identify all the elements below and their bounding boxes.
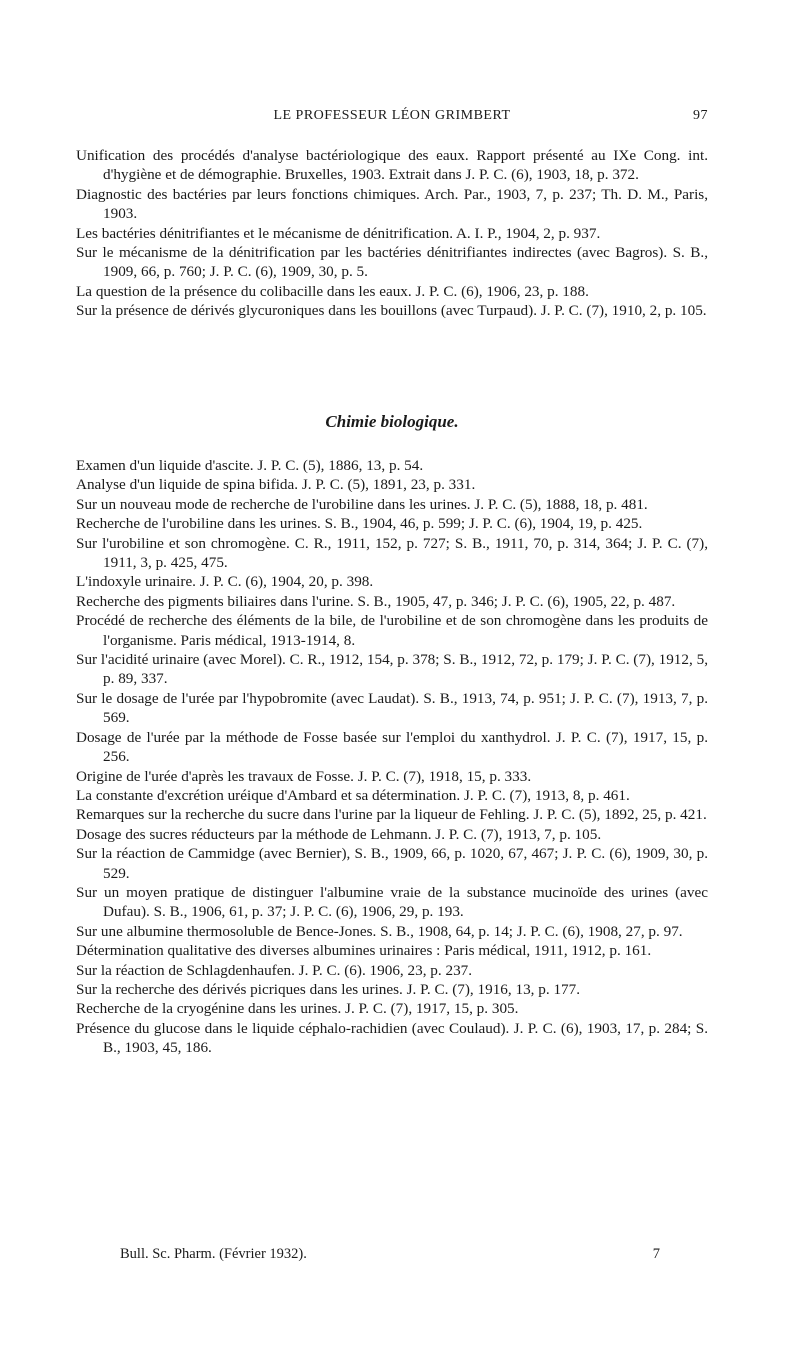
bibliography-entry: Origine de l'urée d'après les travaux de Fosse. J. P. C. (7), 1918, 15, p. 333.	[76, 767, 532, 785]
bibliography-entry: Sur l'urobiline et son chromogène. C. R., 1911, 152, p. 727; S. B., 1911, 70, p. 314, 364; J. P. C. (7), 1911, 3, p. 425, 475.	[76, 534, 708, 572]
bibliography-entry: Recherche de la cryogénine dans les urines. J. P. C. (7), 1917, 15, p. 305.	[76, 1000, 519, 1018]
bibliography-entry: Remarques sur la recherche du sucre dans l'urine par la liqueur de Fehling. J. P. C. (5), 1892, 25, p. 421.	[76, 806, 707, 824]
bibliography-entry: Sur la présence de dérivés glycuroniques dans les bouillons (avec Turpaud). J. P. C. (7), 1910, 2, p. 105.	[76, 302, 707, 320]
page-footer	[120, 1246, 660, 1266]
bibliography-entry: Dosage des sucres réducteurs par la méthode de Lehmann. J. P. C. (7), 1913, 7, p. 105.	[76, 825, 602, 843]
signature-mark: 7	[652, 1246, 660, 1262]
bibliography-entry: Sur un moyen pratique de distinguer l'albumine vraie de la substance mucinoïde des urines (avec Dufau). S. B., 1906, 61, p. 37; J. P. C. (6), 1906, 29, p. 193.	[76, 883, 708, 921]
bibliography-entry: Recherche de l'urobiline dans les urines. S. B., 1904, 46, p. 599; J. P. C. (6), 1904, 19, p. 425.	[76, 515, 643, 533]
bibliography-entry: L'indoxyle urinaire. J. P. C. (6), 1904, 20, p. 398.	[76, 573, 374, 591]
bibliography-entry: Dosage de l'urée par la méthode de Fosse basée sur l'emploi du xanthydrol. J. P. C. (7), 1917, 15, p. 256.	[76, 728, 708, 766]
bibliography-entry: Sur l'acidité urinaire (avec Morel). C. R., 1912, 154, p. 378; S. B., 1912, 72, p. 179; J. P. C. (7), 1912, 5, p. 89, 337.	[76, 651, 708, 688]
bibliography-entry: Sur le mécanisme de la dénitrification par les bactéries dénitrifiantes indirectes (avec Bagros). S. B., 1909, 66, p. 760; J. P. C. (6), 1909, 30, p. 5.	[76, 244, 708, 281]
bibliography-entry: Les bactéries dénitrifiantes et le mécanisme de dénitrification. A. I. P., 1904, 2, p. 937.	[76, 224, 601, 242]
bibliography-entry: Sur la recherche des dérivés picriques dans les urines. J. P. C. (7), 1916, 13, p. 177.	[76, 980, 581, 998]
bibliography-entry: Unification des procédés d'analyse bactériologique des eaux. Rapport présenté au IXe Cong. int. d'hygiène et de démographie. Bruxelles, 1903. Extrait dans J. P. C. (6), 1903, 18, p. 372.	[76, 147, 708, 184]
journal-reference: Bull. Sc. Pharm. (Février 1932).	[120, 1246, 307, 1262]
section-heading: Chimie biologique.	[325, 412, 459, 431]
bibliography-entry: Présence du glucose dans le liquide céphalo-rachidien (avec Coulaud). J. P. C. (6), 1903, 17, p. 284; S. B., 1903, 45, 186.	[76, 1019, 708, 1057]
bibliography-list-chimie	[76, 456, 708, 1058]
bibliography-entry: Sur le dosage de l'urée par l'hypobromite (avec Laudat). S. B., 1913, 74, p. 951; J. P. C. (7), 1913, 7, p. 569.	[76, 689, 708, 727]
bibliography-entry: Sur une albumine thermosoluble de Bence-Jones. S. B., 1908, 64, p. 14; J. P. C. (6), 1908, 27, p. 97.	[76, 922, 683, 940]
running-header	[76, 108, 708, 128]
bibliography-entry: Sur un nouveau mode de recherche de l'urobiline dans les urines. J. P. C. (5), 1888, 18, p. 481.	[76, 495, 648, 513]
bibliography-entry: La question de la présence du colibacille dans les eaux. J. P. C. (6), 1906, 23, p. 188.	[76, 282, 589, 300]
running-title: LE PROFESSEUR LÉON GRIMBERT	[273, 108, 511, 123]
page-number: 97	[693, 108, 708, 123]
bibliography-entry: Procédé de recherche des éléments de la bile, de l'urobiline et de son chromogène dans les produits de l'organisme. Paris médical, 1913-1914, 8.	[76, 612, 708, 649]
bibliography-entry: La constante d'excrétion uréique d'Ambard et sa détermination. J. P. C. (7), 1913, 8, p. 461.	[76, 786, 630, 804]
bibliography-list	[76, 146, 708, 321]
bibliography-entry: Examen d'un liquide d'ascite. J. P. C. (5), 1886, 13, p. 54.	[76, 457, 424, 474]
bibliography-entry: Recherche des pigments biliaires dans l'urine. S. B., 1905, 47, p. 346; J. P. C. (6), 1905, 22, p. 487.	[76, 592, 676, 610]
bibliography-entry: Sur la réaction de Schlagdenhaufen. J. P. C. (6). 1906, 23, p. 237.	[76, 961, 473, 979]
bibliography-entry: Sur la réaction de Cammidge (avec Bernier), S. B., 1909, 66, p. 1020, 67, 467; J. P. C. (6), 1909, 30, p. 529.	[76, 845, 708, 882]
bibliography-entry: Diagnostic des bactéries par leurs fonctions chimiques. Arch. Par., 1903, 7, p. 237; Th. D. M., Paris, 1903.	[76, 185, 708, 223]
bibliography-entry: Analyse d'un liquide de spina bifida. J. P. C. (5), 1891, 23, p. 331.	[76, 476, 476, 494]
bibliography-entry: Détermination qualitative des diverses albumines urinaires : Paris médical, 1911, 1912, p. 161.	[76, 942, 652, 960]
